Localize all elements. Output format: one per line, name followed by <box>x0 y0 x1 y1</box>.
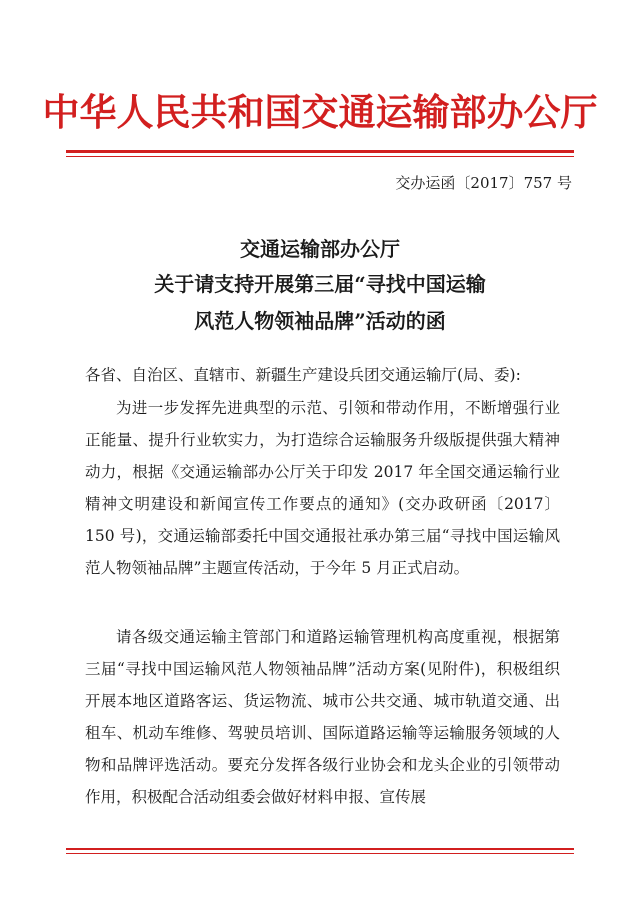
letterhead-org-name: 中华人民共和国交通运输部办公厅 <box>42 91 598 134</box>
document-number: 交办运函〔2017〕757 号 <box>395 174 572 192</box>
title-line-2: 关于请支持开展第三届“寻找中国运输 <box>154 272 486 296</box>
body-paragraph-1: 为进一步发挥先进典型的示范、引领和带动作用，不断增强行业正能量、提升行业软实力，为打造综合运输服务升级版提供强大精神动力，根据《交通运输部办公厅关于印发 2017 年全国交通运输行业精神文明建设和新闻宣传工作要点的通知》(交办政研函〔2017〕150 号)，交通运输部委托中国交通报社承办第三届“寻找中国运输风范人物领袖品牌”主题宣传活动，于今年 5 月正式启动。 <box>85 399 560 577</box>
footer-divider-thick <box>66 848 574 850</box>
footer-divider-thin <box>66 853 574 854</box>
letterhead-divider-thick <box>66 150 574 153</box>
title-line-1: 交通运输部办公厅 <box>240 237 400 261</box>
body-paragraph-2: 请各级交通运输主管部门和道路运输管理机构高度重视，根据第三届“寻找中国运输风范人物领袖品牌”活动方案(见附件)，积极组织开展本地区道路客运、货运物流、城市公共交通、城市轨道交通、出租车、机动车维修、驾驶员培训、国际道路运输等运输服务领域的人物和品牌评选活动。要充分发挥各级行业协会和龙头企业的引领带动作用，积极配合活动组委会做好材料申报、宣传展 <box>85 628 560 806</box>
letterhead-divider-thin <box>66 156 574 157</box>
addressee: 各省、自治区、直辖市、新疆生产建设兵团交通运输厅(局、委): <box>85 366 521 384</box>
title-line-3: 风范人物领袖品牌”活动的函 <box>194 309 446 333</box>
